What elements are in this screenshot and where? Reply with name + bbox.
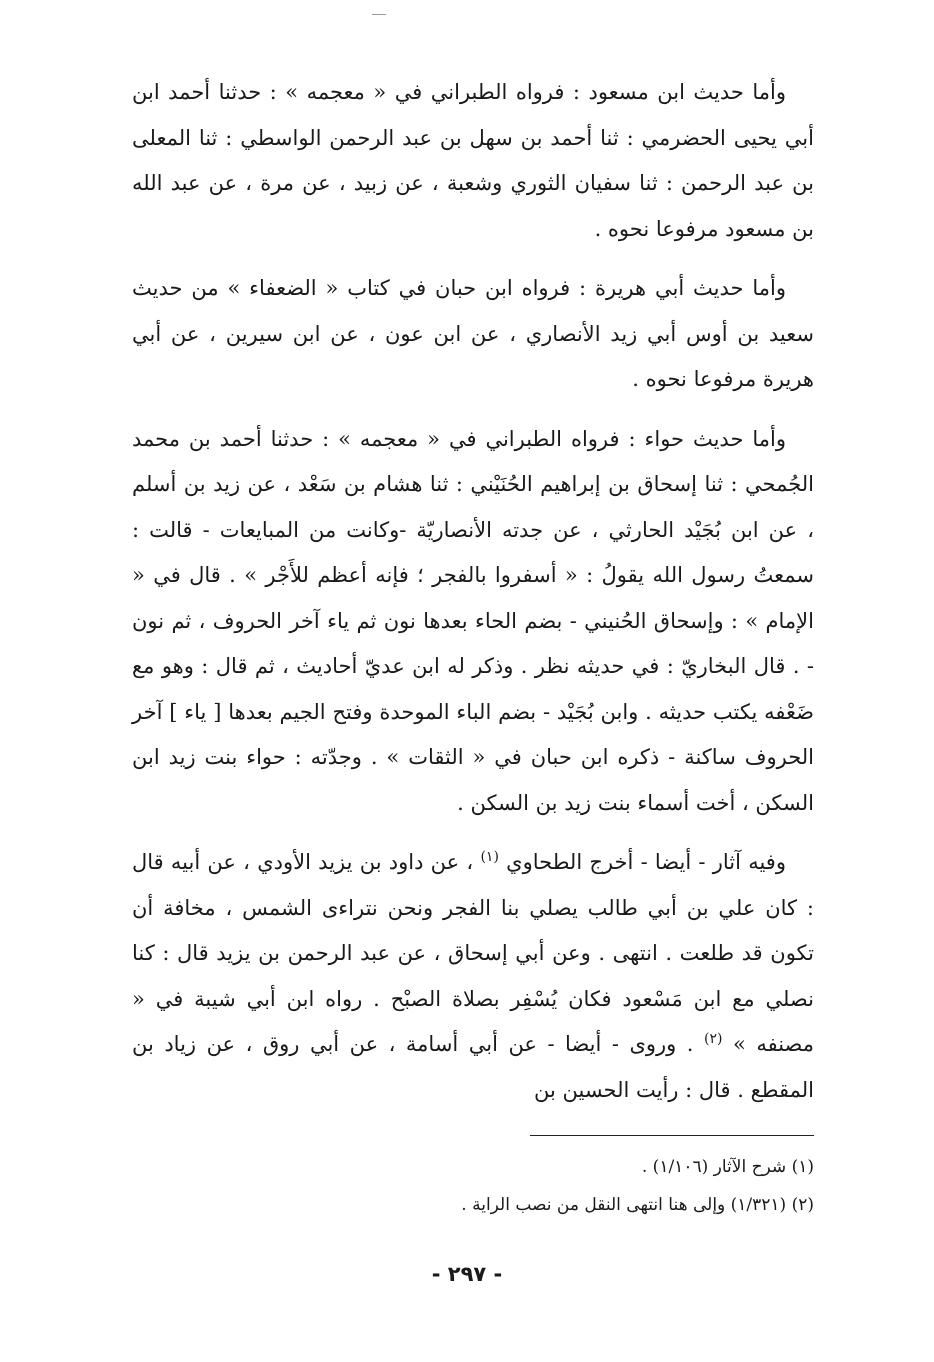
paragraph-athar-part2: ، عن داود بن يزيد الأودي ، عن أبيه قال : كان علي بن أبي طالب يصلي بنا الفجر ونحن نتراءى الشمس ، مخافة أن تكون قد طلعت . انتهى . وعن أبي إسحاق ، عن عبد الرحمن بن يزيد قال : كنا نصلي مع ابن مَسْعود فكان يُسْفِر بصلاة الصبْح . رواه ابن أبي شيبة في « مصنفه » [132, 850, 815, 1056]
paragraph-athar-part1: وفيه آثار - أيضا - أخرج الطحاوي [506, 850, 786, 874]
page-number: - ٢٩٧ - [431, 1262, 503, 1286]
paragraph-athar [132, 840, 814, 1113]
paragraph-ibn-masud: وأما حديث ابن مسعود : فرواه الطبراني في « معجمه » : حدثنا أحمد ابن أبي يحيى الحضرمي : ثنا أحمد بن سهل بن عبد الرحمن الواسطي : ثنا المعلى بن عبد الرحمن : ثنا سفيان الثوري وشعبة ، عن زبيد ، عن مرة ، عن عبد الله بن مسعود مرفوعا نحوه . [132, 80, 814, 241]
top-mark [372, 14, 386, 15]
footnotes [132, 1148, 814, 1224]
paragraph-athar-part3: . وروى - أيضا - عن أبي أسامة ، عن أبي روق ، عن زياد بن المقطع . قال : رأيت الحسين بن [132, 1032, 814, 1102]
paragraph-hawwa: وأما حديث حواء : فرواه الطبراني في « معجمه » : حدثنا أحمد بن محمد الجُمحي : ثنا إسحاق بن إبراهيم الحُنَيْني : ثنا هشام بن سَعْد ، عن زيد بن أسلم ، عن ابن بُجَيْد الحارثي ، عن جدته الأنصاريّة -وكانت من المبايعات - قالت : سمعتُ رسول الله يقولُ : « أسفروا بالفجر ؛ فإنه أعظم للأَجْر » . قال في « الإمام » : وإسحاق الحُنيني - بضم الحاء بعدها نون ثم ياء آخر الحروف ، ثم نون - . قال البخاريّ : في حديثه نظر . وذكر له ابن عديّ أحاديث ، ثم قال : وهو مع ضَعْفه يكتب حديثه . وابن بُجَيْد - بضم الباء الموحدة وفتح الجيم بعدها [ ياء ] آخر الحروف ساكنة - ذكره ابن حبان في « الثقات » . وجدّته : حواء بنت زيد ابن السكن ، أخت أسماء بنت زيد بن السكن . [132, 426, 814, 815]
main-text [132, 70, 814, 1127]
footnote-divider [530, 1135, 814, 1136]
paragraph-abu-hurayra: وأما حديث أبي هريرة : فرواه ابن حبان في كتاب « الضعفاء » من حديث سعيد بن أوس أبي زيد الأنصاري ، عن ابن عون ، عن ابن سيرين ، عن أبي هريرة مرفوعا نحوه . [132, 276, 814, 391]
footnote-ref-1: (١) [480, 849, 499, 865]
footnote-ref-2: (٢) [704, 1031, 723, 1047]
footnote-1: (١) شرح الآثار (١/١٠٦) . [641, 1157, 814, 1177]
footnote-2: (٢) (١/٣٢١) وإلى هنا انتهى النقل من نصب الراية . [461, 1195, 814, 1215]
